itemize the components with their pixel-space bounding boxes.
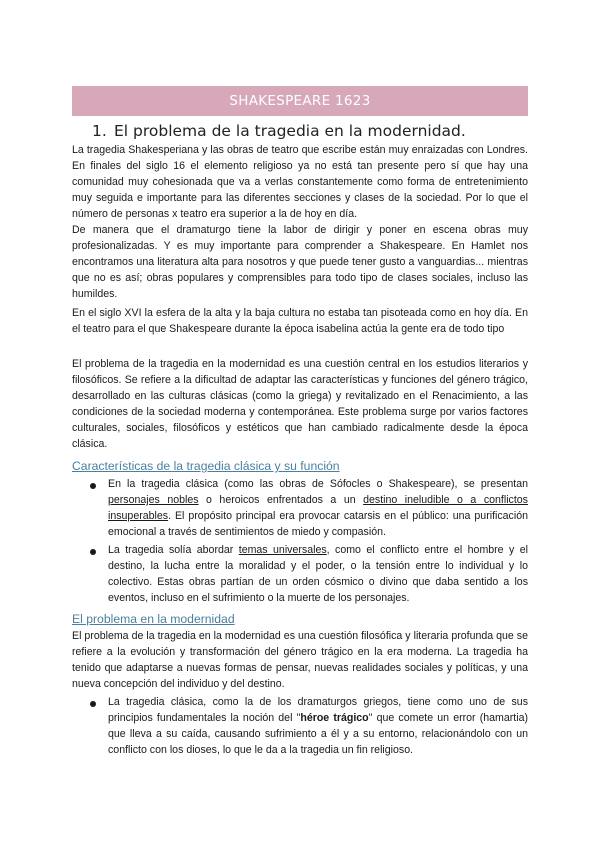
text-span: La tragedia clásica, como la de los dramaturgos griegos, tiene como uno de sus principios fundamentales la noción del "	[108, 696, 528, 724]
bullet-dot	[90, 483, 96, 489]
underlined-term: temas universales	[238, 544, 327, 556]
heading-number: 1.	[92, 122, 107, 140]
text-span: , como el conflicto entre el hombre y el destino, la lucha entre la moralidad y el poder, o la tensión entre lo individual y lo colectivo. Estas obras partían de un orden cósmico o divino que daba sentido a los eventos, incluso en el sufrimiento o la muerte de los personajes.	[108, 544, 529, 604]
list-item	[108, 476, 528, 540]
underlined-term: destino ineludible o a conflictos insuperables	[108, 494, 528, 522]
bullet-dot	[90, 549, 96, 555]
list-item	[108, 694, 528, 758]
title-banner	[72, 86, 528, 116]
underlined-term: personajes nobles	[108, 494, 199, 506]
paragraph-4: El problema de la tragedia en la modernidad es una cuestión central en los estudios literarios y filosóficos. Se refiere a la dificultad de adaptar las características y funciones del género trágico, desarrollado en las culturas clásicas (como la griega) y revitalizado en el Renacimiento, a las condiciones de la sociedad moderna y contemporánea. Este problema surge por varios factores culturales, sociales, filosóficos y estéticos que han cambiado radicalmente desde la época clásica.	[72, 358, 528, 450]
paragraph-5: El problema de la tragedia en la modernidad es una cuestión filosófica y literaria profunda que se refiere a la evolución y transformación del género trágico en la era moderna. La tragedia ha tenido que adaptarse a nuevas formas de pensar, nuevas realidades sociales y políticas, y una nueva concepción del individuo y del destino.	[72, 630, 528, 690]
bullet-dot	[90, 701, 96, 707]
bold-term: héroe trágico	[300, 712, 369, 724]
paragraph-3: En el siglo XVI la esfera de la alta y la baja cultura no estaba tan pisoteada como en hoy día. En el teatro para el que Shakespeare durante la época isabelina actúa la gente era de todo tipo	[72, 307, 528, 335]
paragraph-2: De manera que el dramaturgo tiene la labor de dirigir y poner en escena obras muy profesionalizadas. Y es muy importante para comprender a Shakespeare. En Hamlet nos encontramos una literatura alta para nosotros y que puede tener gusto a vanguardias... mientras que no es así; obras populares y comprensibles para todo tipo de clases sociales, incluso las humildes.	[72, 224, 528, 300]
text-span: En la tragedia clásica (como las obras de Sófocles o Shakespeare), se presentan	[108, 478, 528, 490]
text-span: o heroicos enfrentados a un	[198, 494, 364, 506]
text-span: " que comete un error (hamartia) que lleva a su caída, causando sufrimiento a él y a su entorno, relacionándolo con un conflicto con los dioses, lo que le da a la tragedia un fin religioso.	[108, 712, 528, 756]
banner-title: SHAKESPEARE 1623	[229, 93, 371, 109]
heading-1	[92, 122, 532, 140]
paragraph-1: La tragedia Shakesperiana y las obras de teatro que escribe están muy enraizadas con Londres. En finales del siglo 16 el elemento religioso ya no está tan presente pero sí que hay una comunidad muy cohesionada que va a verlas constantemente como forma de entretenimiento muy seguida e importante para las diferentes secciones y clases de la sociedad. Por lo que el número de personas x teatro era superior a la de hoy en día.	[72, 144, 528, 220]
list-item	[108, 542, 528, 606]
text-span: La tragedia solía abordar	[108, 544, 239, 556]
section-heading-classical: Características de la tragedia clásica y su función	[72, 459, 340, 473]
section-heading-modernity: El problema en la modernidad	[72, 612, 235, 626]
heading-text: El problema de la tragedia en la modernidad.	[114, 122, 466, 140]
text-span: . El propósito principal era provocar catarsis en el público: una purificación emocional a través de sentimientos de miedo y compasión.	[108, 510, 528, 538]
